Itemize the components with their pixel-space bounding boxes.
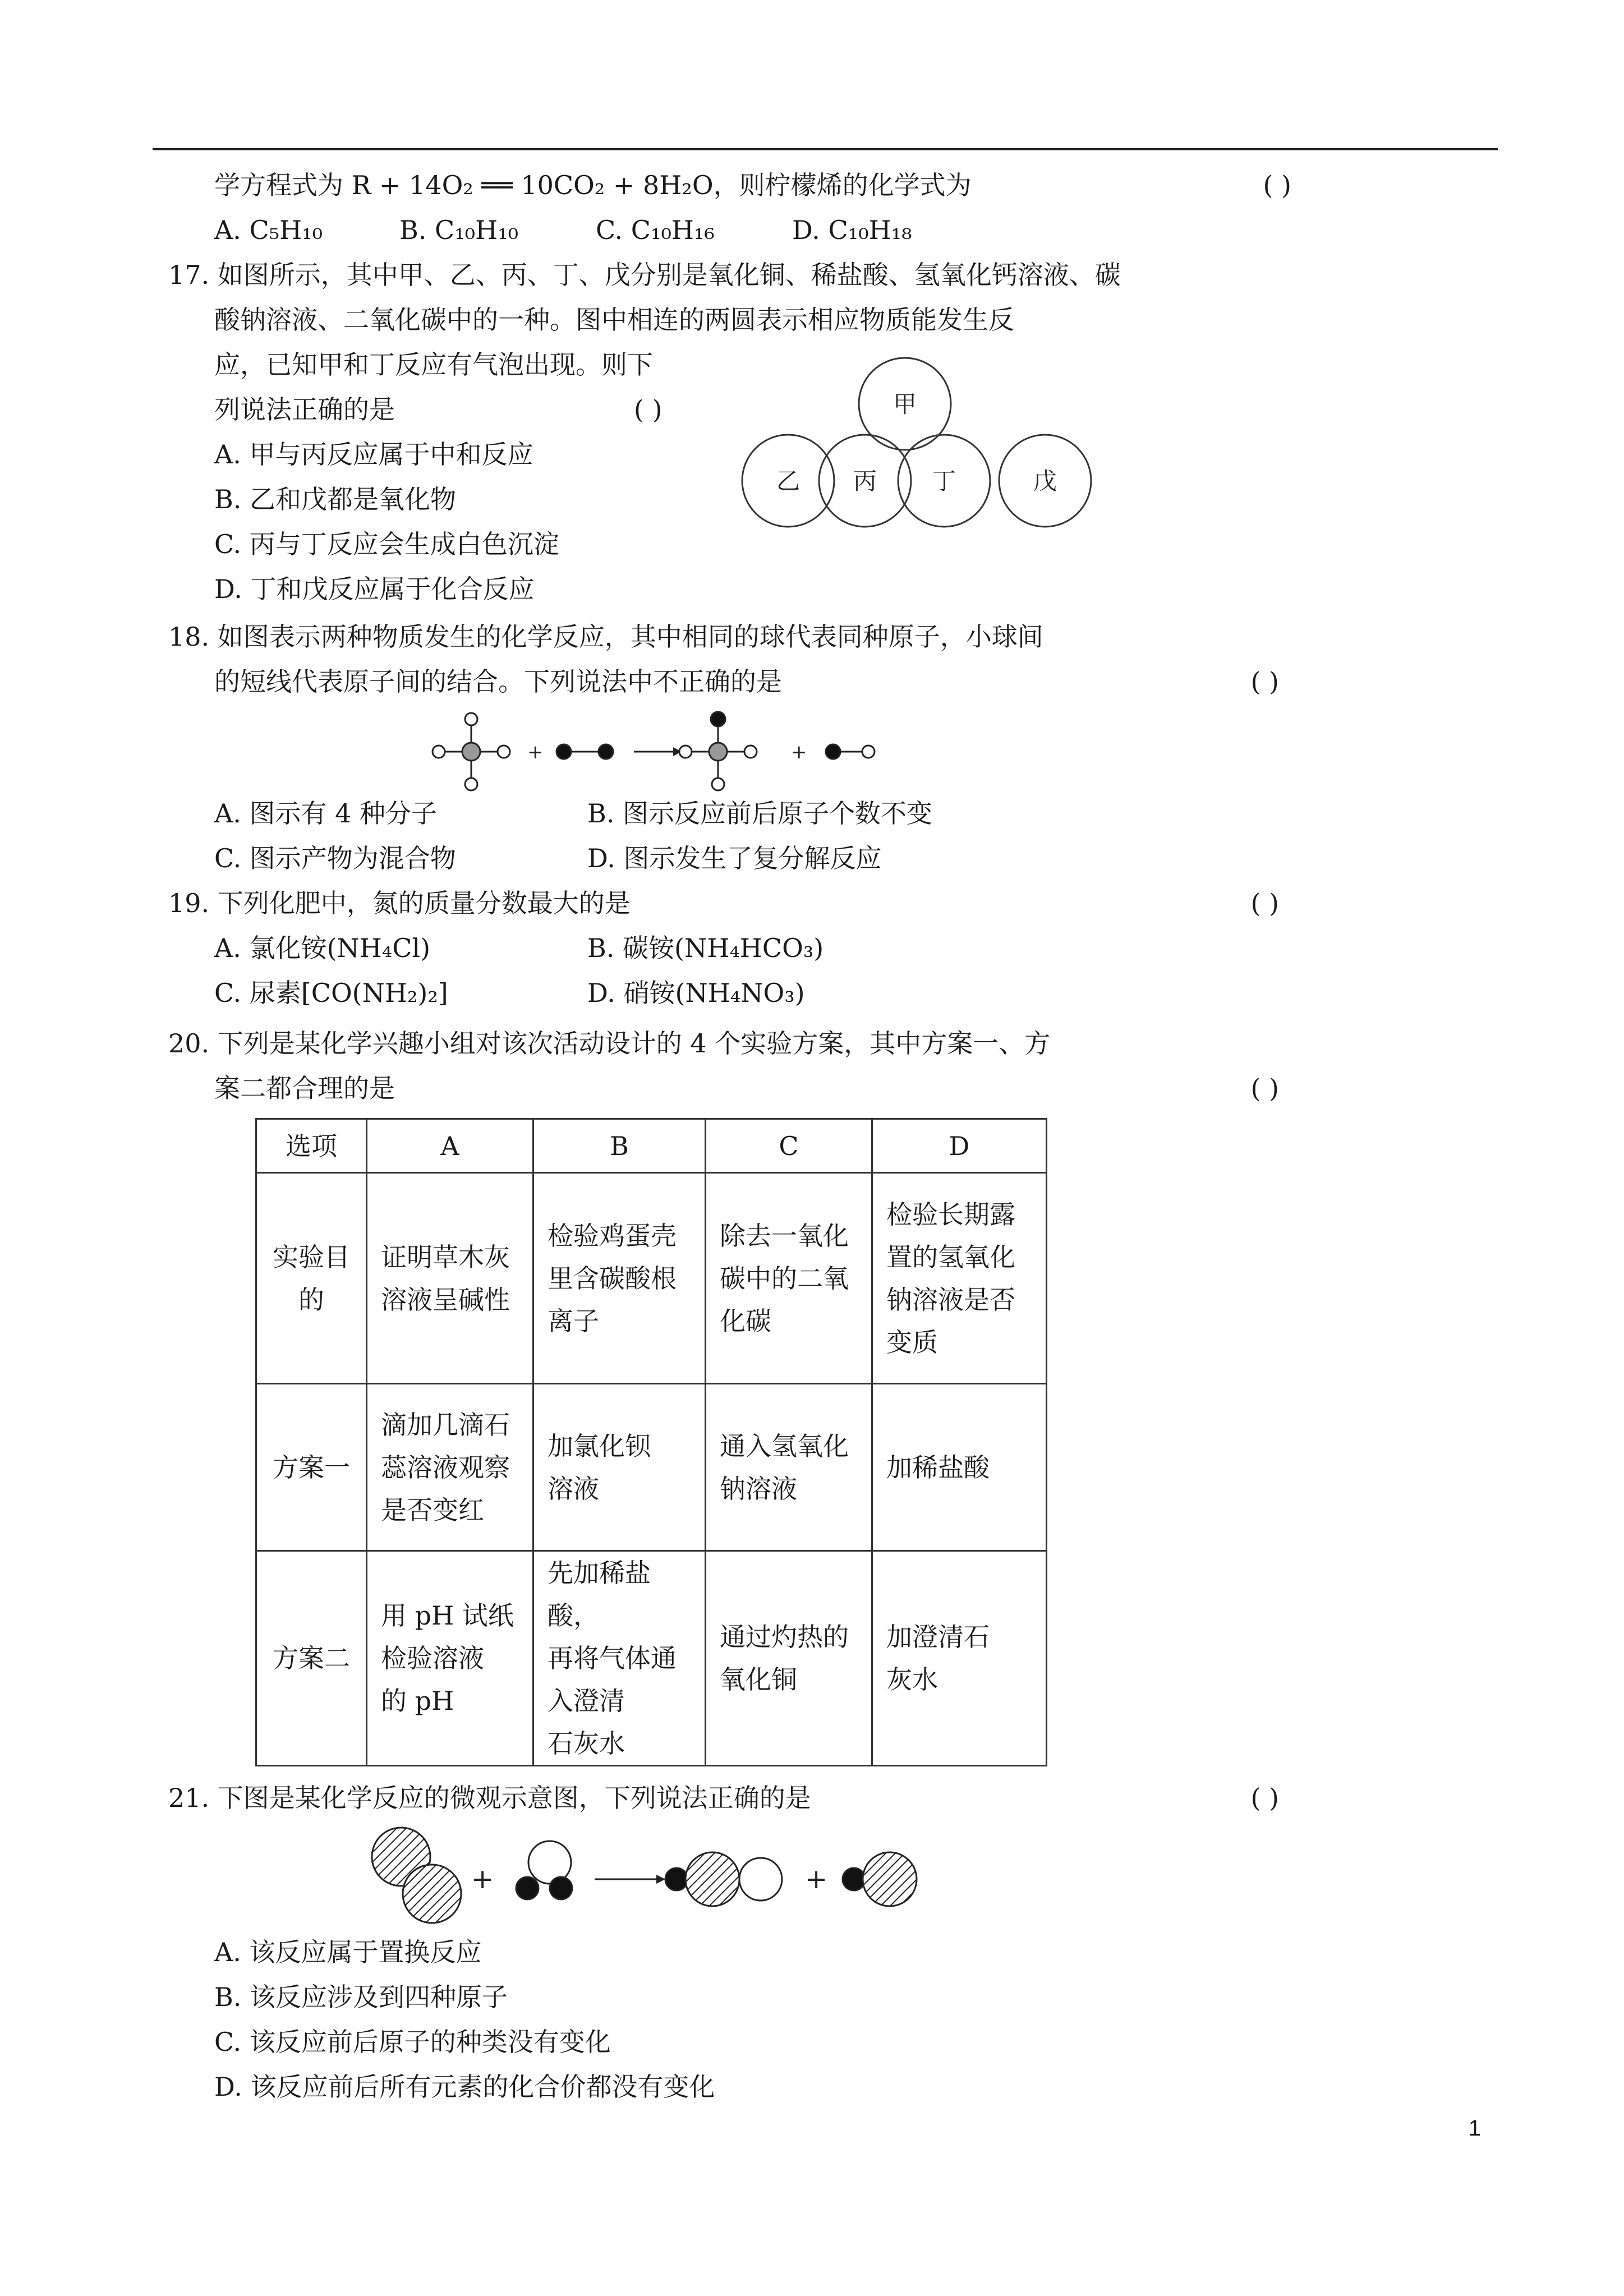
q21-reaction-diagram <box>359 1818 959 1930</box>
q21-stem <box>168 1775 1279 1820</box>
header-rule <box>153 148 1498 150</box>
q17-option-d: D. 丁和戊反应属于化合反应 <box>214 574 535 604</box>
table-header-row <box>256 1119 1047 1173</box>
q20-experiment-table <box>255 1118 1047 1766</box>
header-option: 选项 <box>256 1119 367 1173</box>
table-row <box>256 1384 1047 1551</box>
plus-sign-2: + <box>791 741 807 763</box>
header-d: D <box>872 1119 1047 1173</box>
q17-line-1: 17. 如图所示，其中甲、乙、丙、丁、戊分别是氧化铜、稀盐酸、氢氧化钙溶液、碳 <box>168 260 1121 290</box>
label-yi: 乙 <box>776 467 801 495</box>
label-bing: 丙 <box>853 467 877 495</box>
q19-option-c: C. 尿素[CO(NH₂)₂] <box>214 978 448 1008</box>
header-b: B <box>533 1119 706 1173</box>
q21-option-a: A. 该反应属于置换反应 <box>214 1937 482 1967</box>
table-cell: 加澄清石 灰水 <box>872 1551 1047 1766</box>
table-row <box>256 1551 1047 1766</box>
q16-answer-paren: ( ) <box>1263 170 1291 200</box>
table-row <box>256 1173 1047 1384</box>
table-cell: 滴加几滴石 蕊溶液观察 是否变红 <box>367 1384 533 1551</box>
q17-option-b: B. 乙和戊都是氧化物 <box>214 484 457 514</box>
q17-answer-paren: ( ) <box>634 394 663 425</box>
q21-option-c: C. 该反应前后原子的种类没有变化 <box>214 2027 611 2057</box>
q19-option-a: A. 氯化铵(NH₄Cl) <box>214 933 431 963</box>
row-label-purpose: 实验目的 <box>256 1173 367 1384</box>
q18-option-d: D. 图示发生了复分解反应 <box>587 843 882 873</box>
q21-option-b: B. 该反应涉及到四种原子 <box>214 1982 508 2012</box>
q19-options <box>214 926 1168 1015</box>
q18-option-a: A. 图示有 4 种分子 <box>214 798 437 829</box>
q19-option-d: D. 硝铵(NH₄NO₃) <box>587 978 805 1008</box>
q21-options <box>168 1930 1122 2109</box>
header-a: A <box>367 1119 533 1173</box>
label-wu: 戊 <box>1033 467 1057 495</box>
q18-line-2: 的短线代表原子间的结合。下列说法中不正确的是 <box>214 666 782 697</box>
row-label-plan-2: 方案二 <box>256 1551 367 1766</box>
q21-line: 21. 下图是某化学反应的微观示意图，下列说法正确的是 <box>168 1783 811 1813</box>
q16-option-b: B. C₁₀H₁₀ <box>399 215 519 245</box>
q21-option-d: D. 该反应前后所有元素的化合价都没有变化 <box>214 2072 715 2102</box>
q17-option-a: A. 甲与丙反应属于中和反应 <box>214 439 533 470</box>
q19-stem <box>168 881 1279 926</box>
q18-options <box>214 791 1168 881</box>
table-cell: 检验鸡蛋壳 里含碳酸根 离子 <box>533 1173 706 1384</box>
q20-answer-paren: ( ) <box>1250 1073 1279 1103</box>
table-cell: 加氯化钡 溶液 <box>533 1384 706 1551</box>
plus-sign-2: + <box>805 1864 828 1895</box>
label-jia: 甲 <box>892 390 917 418</box>
q17-line-4-text: 列说法正确的是 <box>214 394 395 425</box>
plus-sign-1: + <box>527 741 544 763</box>
q21-answer-paren: ( ) <box>1250 1783 1279 1813</box>
q20-stem <box>168 1021 1279 1111</box>
header-c: C <box>706 1119 872 1173</box>
table-cell: 用 pH 试纸 检验溶液 的 pH <box>367 1551 533 1766</box>
label-ding: 丁 <box>932 467 956 495</box>
q17-line-2: 酸钠溶液、二氧化碳中的一种。图中相连的两圆表示相应物质能发生反 <box>214 305 1014 335</box>
q17-option-c: C. 丙与丁反应会生成白色沉淀 <box>214 529 559 559</box>
q18-option-b: B. 图示反应前后原子个数不变 <box>587 798 933 829</box>
q20-line-1: 20. 下列是某化学兴趣小组对该次活动设计的 4 个实验方案，其中方案一、方 <box>168 1028 1051 1059</box>
q18-answer-paren: ( ) <box>1250 666 1279 697</box>
q19-option-b: B. 碳铵(NH₄HCO₃) <box>587 933 824 963</box>
row-label-plan-1: 方案一 <box>256 1384 367 1551</box>
q16-option-c: C. C₁₀H₁₆ <box>596 215 715 245</box>
table-cell: 检验长期露 置的氢氧化 钠溶液是否 变质 <box>872 1173 1047 1384</box>
table-cell: 除去一氧化 碳中的二氧 化碳 <box>706 1173 872 1384</box>
q16-option-d: D. C₁₀H₁₈ <box>792 215 912 245</box>
table-cell: 先加稀盐酸， 再将气体通 入澄清 石灰水 <box>533 1551 706 1766</box>
arrow-icon <box>656 1875 665 1884</box>
q16-stem <box>214 163 1291 208</box>
q17-line-3: 应，已知甲和丁反应有气泡出现。则下 <box>214 349 653 380</box>
q17-circle-diagram <box>724 353 1105 539</box>
table-cell: 通入氢氧化 钠溶液 <box>706 1384 872 1551</box>
table-cell: 通过灼热的 氧化铜 <box>706 1551 872 1766</box>
q19-answer-paren: ( ) <box>1250 888 1279 918</box>
q16-option-a: A. C₅H₁₀ <box>214 215 323 245</box>
q16-equation: 学方程式为 R + 14O₂ ══ 10CO₂ + 8H₂O，则柠檬烯的化学式为 <box>214 170 972 200</box>
q20-line-2: 案二都合理的是 <box>214 1073 395 1103</box>
plus-sign-1: + <box>471 1864 494 1895</box>
table-cell: 证明草木灰 溶液呈碱性 <box>367 1173 533 1384</box>
q16-options <box>214 208 1168 252</box>
q18-molecule-diagram <box>426 707 920 797</box>
q19-line: 19. 下列化肥中，氮的质量分数最大的是 <box>168 888 631 918</box>
table-cell: 加稀盐酸 <box>872 1384 1047 1551</box>
q18-option-c: C. 图示产物为混合物 <box>214 843 456 873</box>
page-number: 1 <box>1468 2116 1481 2141</box>
q18-line-1: 18. 如图表示两种物质发生的化学反应，其中相同的球代表同种原子，小球间 <box>168 622 1043 652</box>
q18-stem <box>168 614 1279 704</box>
